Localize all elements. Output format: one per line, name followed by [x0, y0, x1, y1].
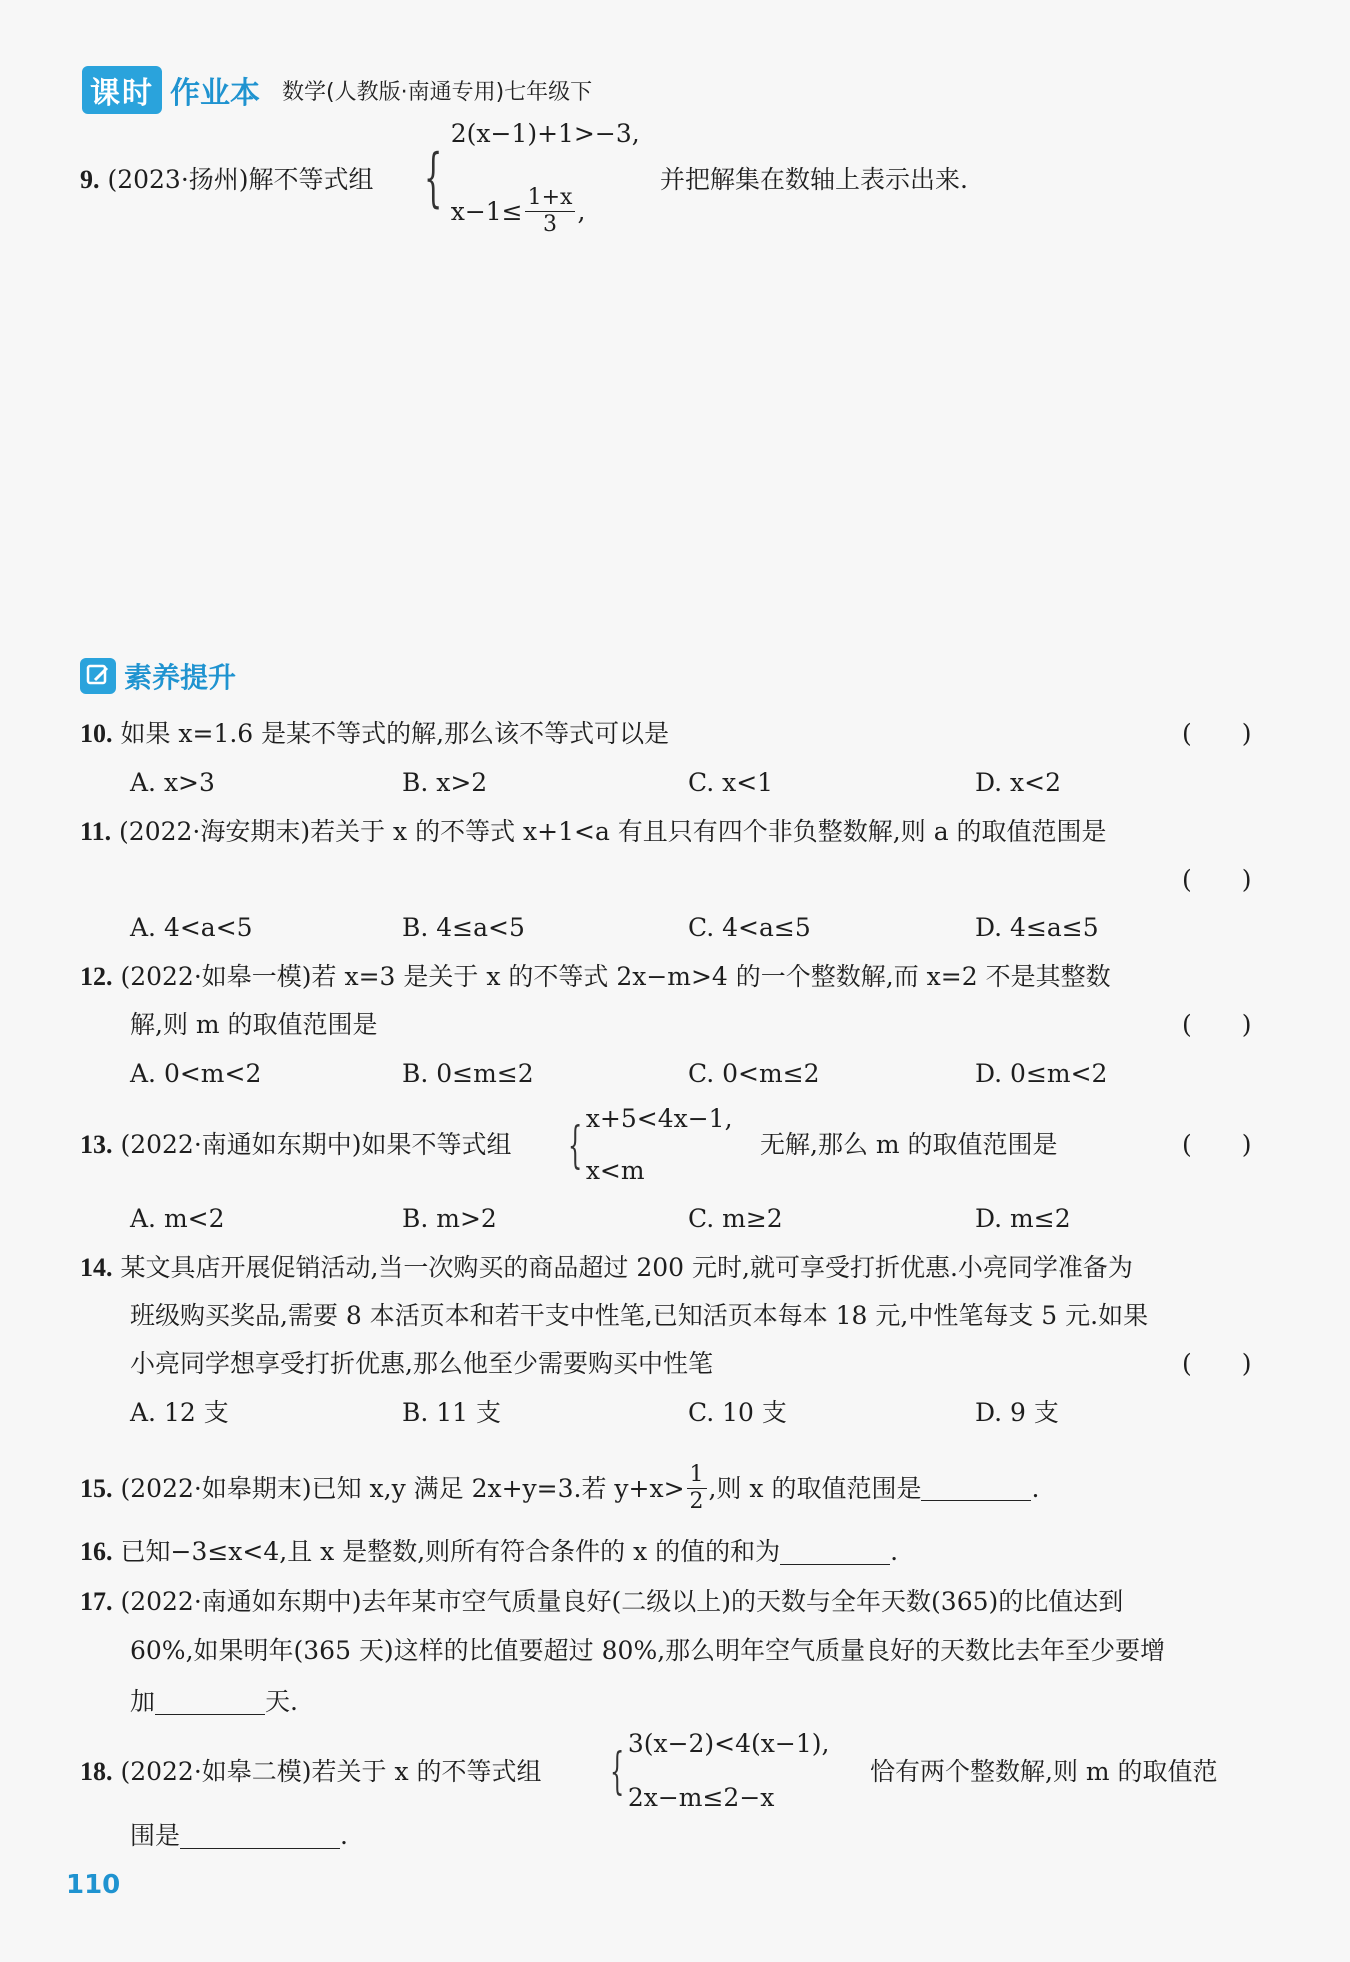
- q17-answer-blank[interactable]: [155, 1690, 265, 1715]
- header: [82, 66, 592, 114]
- q12-stem: [80, 961, 1111, 993]
- q9-fraction: [525, 185, 576, 238]
- q18-line1: 3(x−2)<4(x−1),: [627, 1729, 830, 1758]
- q10-stem: [80, 718, 669, 750]
- q10-number: 10.: [80, 719, 113, 748]
- q15-frac-num: 1: [687, 1462, 707, 1489]
- q11-answer-paren: ( ): [1182, 865, 1252, 894]
- q11-option-b: B. 4≤a<5: [402, 913, 525, 942]
- q14-text-line3: 小亮同学想享受打折优惠,那么他至少需要购买中性笔: [130, 1349, 713, 1378]
- q15-text-a: (2022·如皋期末)已知 x,y 满足 2x+y=3.若 y+x>: [120, 1473, 685, 1503]
- q13-option-a: A. m<2: [130, 1204, 225, 1233]
- page-number: 110: [66, 1870, 121, 1900]
- q9-label: [80, 164, 374, 196]
- q13-number: 13.: [80, 1130, 113, 1159]
- q18-number: 18.: [80, 1757, 113, 1786]
- q13-option-b: B. m>2: [402, 1204, 497, 1233]
- q10-option-a: A. x>3: [130, 768, 215, 797]
- q10-answer-paren: ( ): [1182, 719, 1252, 748]
- q18-line2: 2x−m≤2−x: [627, 1783, 775, 1812]
- q17-number: 17.: [80, 1587, 113, 1616]
- q16-stem: [80, 1536, 898, 1568]
- logo-text: 作业本: [170, 76, 260, 111]
- q18-text-line2: [130, 1820, 348, 1852]
- q17-text3a: 加: [130, 1687, 156, 1716]
- q12-text-line1: (2022·如皋一模)若 x=3 是关于 x 的不等式 2x−m>4 的一个整数解,而 x=2 不是其整数: [120, 962, 1111, 991]
- q12-option-a: A. 0<m<2: [130, 1059, 262, 1088]
- q18-end: .: [340, 1821, 348, 1850]
- q13-option-d: D. m≤2: [975, 1204, 1071, 1233]
- pencil-icon: [80, 658, 116, 694]
- q11-stem: [80, 816, 1107, 848]
- section-title: 素养提升: [124, 661, 237, 694]
- q18-system: [610, 1728, 829, 1814]
- q15-end: .: [1031, 1473, 1040, 1503]
- q15-number: 15.: [80, 1473, 113, 1503]
- q18-answer-blank[interactable]: [180, 1824, 340, 1849]
- q14-option-d: D. 9 支: [975, 1398, 1059, 1427]
- q12-answer-paren: ( ): [1182, 1010, 1252, 1039]
- q11-option-d: D. 4≤a≤5: [975, 913, 1099, 942]
- q10-text: 如果 x=1.6 是某不等式的解,那么该不等式可以是: [120, 719, 670, 748]
- q13-answer-paren: ( ): [1182, 1130, 1252, 1159]
- q16-text: 已知−3≤x<4,且 x 是整数,则所有符合条件的 x 的值的和为: [120, 1537, 781, 1566]
- q15-frac-den: 2: [689, 1489, 704, 1514]
- q14-text-line2: 班级购买奖品,需要 8 本活页本和若干支中性笔,已知活页本每本 18 元,中性笔每支 5 元.如果: [130, 1301, 1149, 1330]
- q17-text-line2: 60%,如果明年(365 天)这样的比值要超过 80%,那么明年空气质量良好的天数比去年至少要增: [130, 1636, 1166, 1665]
- q15-answer-blank[interactable]: [921, 1476, 1031, 1501]
- q14-answer-paren: ( ): [1182, 1349, 1252, 1378]
- q9-brace: {: [424, 141, 443, 215]
- q11-number: 11.: [80, 817, 112, 846]
- q11-text: (2022·海安期末)若关于 x 的不等式 x+1<a 有且只有四个非负整数解,则 a 的取值范围是: [119, 817, 1107, 846]
- q15-stem: [80, 1462, 1039, 1515]
- q16-number: 16.: [80, 1537, 113, 1566]
- q13-system: [568, 1103, 733, 1187]
- q13-brace: {: [568, 1116, 583, 1174]
- q18-stem: [80, 1756, 542, 1788]
- q18-text2a: 围是: [130, 1821, 181, 1850]
- q15-text-b: ,则 x 的取值范围是: [708, 1473, 922, 1503]
- q18-tail: 恰有两个整数解,则 m 的取值范: [870, 1757, 1218, 1786]
- section-header: [80, 656, 236, 696]
- q13-option-c: C. m≥2: [688, 1204, 783, 1233]
- q9-frac-den: 3: [543, 212, 558, 237]
- q9-system: [424, 118, 640, 238]
- q9-source: (2023·扬州)解不等式组: [107, 165, 374, 194]
- q9-line1: 2(x−1)+1>−3,: [450, 119, 640, 148]
- q17-text-line3: [130, 1686, 298, 1718]
- q17-stem: [80, 1586, 1123, 1618]
- q14-stem: [80, 1252, 1133, 1284]
- q9-line2a: x−1≤: [450, 196, 523, 226]
- q9-frac-num: 1+x: [525, 185, 576, 212]
- q9-tail: 并把解集在数轴上表示出来.: [660, 165, 968, 194]
- q14-option-b: B. 11 支: [402, 1398, 502, 1427]
- q12-text-line2: 解,则 m 的取值范围是: [130, 1010, 378, 1039]
- q10-option-b: B. x>2: [402, 768, 488, 797]
- q16-end: .: [890, 1537, 899, 1566]
- q12-option-c: C. 0<m≤2: [688, 1059, 820, 1088]
- q12-option-d: D. 0≤m<2: [975, 1059, 1108, 1088]
- q11-option-c: C. 4<a≤5: [688, 913, 811, 942]
- q14-option-a: A. 12 支: [130, 1398, 229, 1427]
- q10-option-d: D. x<2: [975, 768, 1061, 797]
- q9-line2b: ,: [577, 196, 586, 226]
- q12-number: 12.: [80, 962, 113, 991]
- q18-brace: {: [610, 1742, 625, 1800]
- q13-stem: [80, 1129, 512, 1161]
- q13-source: (2022·南通如东期中)如果不等式组: [120, 1130, 512, 1159]
- header-subtitle: 数学(人教版·南通专用)七年级下: [282, 79, 593, 105]
- q11-option-a: A. 4<a<5: [130, 913, 253, 942]
- q12-option-b: B. 0≤m≤2: [402, 1059, 534, 1088]
- q14-number: 14.: [80, 1253, 113, 1282]
- q16-answer-blank[interactable]: [780, 1540, 890, 1565]
- q17-text-line1: (2022·南通如东期中)去年某市空气质量良好(二级以上)的天数与全年天数(365)的比值达到: [120, 1587, 1124, 1616]
- q10-option-c: C. x<1: [688, 768, 774, 797]
- logo-box: 课时: [82, 66, 162, 114]
- q14-text-line1: 某文具店开展促销活动,当一次购买的商品超过 200 元时,就可享受打折优惠.小亮同学准备为: [120, 1253, 1133, 1282]
- q13-line2: x<m: [585, 1156, 645, 1185]
- q18-source: (2022·如皋二模)若关于 x 的不等式组: [120, 1757, 542, 1786]
- q14-option-c: C. 10 支: [688, 1398, 787, 1427]
- q15-fraction: [687, 1462, 707, 1515]
- q9-number: 9.: [80, 165, 100, 194]
- q13-line1: x+5<4x−1,: [585, 1104, 733, 1133]
- q17-text3b: 天.: [265, 1687, 298, 1716]
- q13-tail: 无解,那么 m 的取值范围是: [760, 1130, 1058, 1159]
